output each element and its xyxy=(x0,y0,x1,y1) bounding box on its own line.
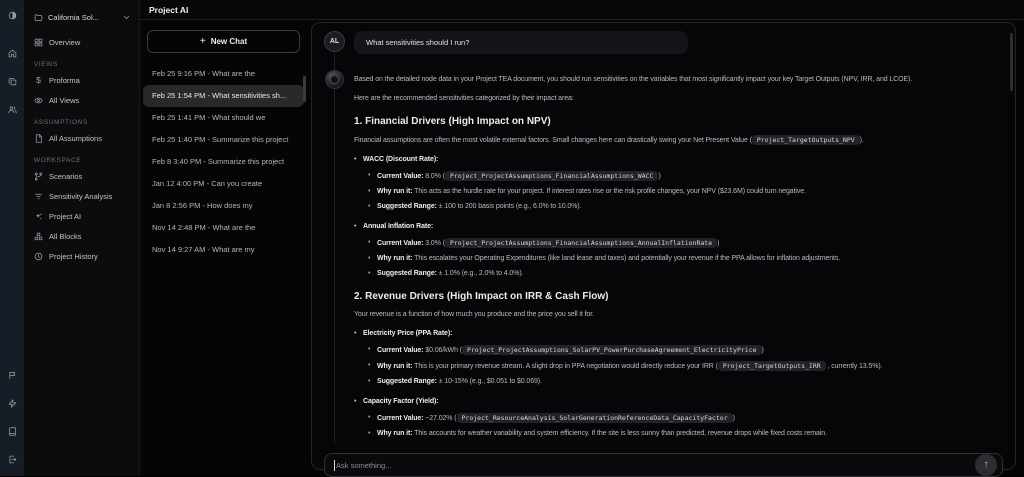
chat-history-item[interactable]: Feb 8 3:40 PM - Summarize this project xyxy=(152,157,285,166)
chat-list-scrollbar[interactable] xyxy=(303,76,306,102)
sidebar-item-label: All Blocks xyxy=(49,231,82,241)
rail-logo-button[interactable] xyxy=(5,8,19,22)
chat-panel xyxy=(311,22,1016,470)
paragraph xyxy=(354,133,1001,148)
sidebar-item-scenarios[interactable] xyxy=(34,166,131,186)
text-segment: This escalates your Operating Expenditures (like land lease and taxes) and potentially your revenue if the PPA allows for inflation adjustments. xyxy=(412,255,841,262)
grid-icon xyxy=(34,38,43,47)
sub-bullet-item xyxy=(368,185,1001,199)
bold-text: Current Value: xyxy=(377,415,424,422)
assistant-avatar xyxy=(325,70,344,89)
sub-bullet-item xyxy=(368,252,1001,266)
bold-text: Suggested Range: xyxy=(377,270,437,277)
rail-layers-button[interactable] xyxy=(5,74,19,88)
sidebar-item-all-blocks[interactable] xyxy=(34,226,131,246)
sub-bullet-item xyxy=(368,236,1001,251)
send-button[interactable] xyxy=(975,454,997,476)
text-segment: ) xyxy=(761,347,764,354)
code-chip: Project_ProjectAssumptions_FinancialAssumptions_AnnualInflationRate xyxy=(445,238,717,248)
bold-text: Why run it: xyxy=(377,430,413,437)
text-segment: ~27.02% ( xyxy=(423,415,457,422)
bold-text: Current Value: xyxy=(377,347,424,354)
flag-icon xyxy=(8,371,17,380)
content-area xyxy=(140,0,1024,476)
code-chip: Project_TargetOutputs_IRR xyxy=(718,361,826,371)
chat-history-item[interactable]: Jan 8 2:56 PM - How does my xyxy=(152,201,253,210)
chevron-down-icon xyxy=(122,13,131,22)
chat-history-item[interactable]: Feb 25 1:54 PM - What sensitivities sh... xyxy=(143,85,304,107)
new-chat-label: New Chat xyxy=(210,37,248,46)
new-chat-button[interactable] xyxy=(147,30,300,53)
rail-bottom-icons xyxy=(5,368,19,466)
bullet-list xyxy=(354,153,1001,281)
text-segment: ) xyxy=(717,240,720,247)
sidebar-section-label: VIEWS xyxy=(34,61,58,68)
bullet-list xyxy=(354,327,1001,441)
rail-book-button[interactable] xyxy=(5,424,19,438)
paragraph xyxy=(354,308,1001,322)
sidebar-item-proforma[interactable] xyxy=(34,70,131,90)
project-selector[interactable] xyxy=(34,8,131,26)
sub-bullet-item xyxy=(368,343,1001,358)
bullet-label: Capacity Factor (Yield): xyxy=(363,398,439,405)
rail-top-icons xyxy=(5,8,19,116)
text-segment: Here are the recommended sensitivities categorized by their impact area: xyxy=(354,95,574,102)
chat-history-panel xyxy=(140,20,307,476)
rail-logout-button[interactable] xyxy=(5,452,19,466)
bullet-item xyxy=(354,153,1001,214)
rail-zap-button[interactable] xyxy=(5,396,19,410)
user-message xyxy=(324,31,1001,54)
page-title: Project AI xyxy=(149,4,189,15)
message-input[interactable] xyxy=(335,461,975,470)
bullet-label: WACC (Discount Rate): xyxy=(363,156,439,163)
text-segment: Your revenue is a function of how much you produce and the price you sell it for. xyxy=(354,311,594,318)
sidebar-item-sensitivity-analysis[interactable] xyxy=(34,186,131,206)
text-segment: Financial assumptions are often the most volatile external factors. Small changes here can drastically swing your Net Present Value ( xyxy=(354,137,752,144)
chat-history-item[interactable]: Jan 12 4:00 PM - Can you create xyxy=(152,179,263,188)
dollar-icon: $ xyxy=(36,75,41,85)
bold-text: Why run it: xyxy=(377,363,413,370)
chat-history-item[interactable]: Feb 25 9:16 PM - What are the xyxy=(152,69,255,78)
bold-text: Current Value: xyxy=(377,173,424,180)
bold-text: Why run it: xyxy=(377,255,413,262)
bullet-item xyxy=(354,327,1001,389)
user-message-bubble: What sensitivities should I run? xyxy=(354,31,688,54)
sub-bullet-item xyxy=(368,169,1001,184)
sidebar-item-label: Project History xyxy=(49,251,98,261)
assistant-message xyxy=(324,70,1001,441)
sidebar-item-label: Project AI xyxy=(49,211,82,221)
layers-icon xyxy=(8,77,17,86)
user-avatar: AL xyxy=(324,31,345,52)
bullet-label: Electricity Price (PPA Rate): xyxy=(363,330,453,337)
section-heading: 1. Financial Drivers (High Impact on NPV) xyxy=(354,116,551,127)
text-segment: Based on the detailed node data in your Project TEA document, you should run sensitivities on the variables that most significantly impact your key Target Outputs (NPV, IRR, and LCOE). xyxy=(354,76,913,83)
sub-bullet-list xyxy=(368,169,1001,214)
rail-home-button[interactable] xyxy=(5,46,19,60)
text-segment: This is your primary revenue stream. A slight drop in PPA negotiation would directly reduce your IRR ( xyxy=(412,363,718,370)
book-icon xyxy=(8,427,17,436)
message-thread xyxy=(312,23,1015,447)
chat-history-item[interactable]: Nov 14 2:48 PM - What are the xyxy=(152,223,256,232)
sub-bullet-item xyxy=(368,359,1001,374)
text-segment: 3.0% ( xyxy=(423,240,445,247)
code-chip: Project_ProjectAssumptions_SolarPV_PowerPurchaseAgreement_ElectricityPrice xyxy=(462,345,762,355)
users-icon xyxy=(8,105,17,114)
text-segment: , currently 13.5%). xyxy=(825,363,883,370)
sub-bullet-item xyxy=(368,411,1001,426)
paragraph xyxy=(354,73,1001,87)
text-segment: $0.06/kWh ( xyxy=(423,347,462,354)
sidebar-section-label: ASSUMPTIONS xyxy=(34,119,88,126)
filter-icon xyxy=(34,192,43,201)
assistant-message-body xyxy=(354,70,1001,441)
blocks-icon xyxy=(34,232,43,241)
sub-bullet-list xyxy=(368,236,1001,281)
sidebar-item-project-ai[interactable] xyxy=(34,206,131,226)
project-selector-label: California Sol... xyxy=(48,12,99,22)
bullet-item xyxy=(354,395,1001,441)
sidebar-item-label: Overview xyxy=(49,37,81,47)
sidebar-item-all-assumptions[interactable] xyxy=(34,128,131,148)
bold-text: Suggested Range: xyxy=(377,203,437,210)
text-segment: ) xyxy=(732,415,735,422)
logo-icon xyxy=(8,11,17,20)
chat-history-item[interactable]: Feb 25 1:41 PM - What should we xyxy=(152,113,266,122)
sidebar xyxy=(24,0,140,476)
folder-icon xyxy=(34,13,43,22)
home-icon xyxy=(8,49,17,58)
text-segment: ). xyxy=(859,137,864,144)
rail-flag-button[interactable] xyxy=(5,368,19,382)
eye-icon xyxy=(34,96,43,105)
sidebar-item-label: All Assumptions xyxy=(49,133,102,143)
sub-bullet-item xyxy=(368,200,1001,214)
plus-icon: + xyxy=(199,35,206,47)
icon-rail xyxy=(0,0,24,476)
chat-history-item[interactable]: Nov 14 9:27 AM - What are my xyxy=(152,245,255,254)
text-segment: 8.0% ( xyxy=(423,173,445,180)
rail-users-button[interactable] xyxy=(5,102,19,116)
text-segment: ± 1.0% (e.g., 2.0% to 4.0%). xyxy=(436,270,524,277)
sub-bullet-item xyxy=(368,427,1001,441)
code-chip: Project_TargetOutputs_NPV xyxy=(752,135,860,145)
bold-text: Suggested Range: xyxy=(377,378,437,385)
chat-history-item[interactable]: Feb 25 1:40 PM - Summarize this project xyxy=(152,135,289,144)
sidebar-item-label: Scenarios xyxy=(49,171,83,181)
text-segment: This acts as the hurdle rate for your project. If interest rates rise or the risk profile changes, your NPV ($23.6M) could turn negative. xyxy=(412,188,806,195)
sidebar-nav xyxy=(34,32,131,266)
clock-icon xyxy=(34,252,43,261)
text-segment: ± 100 to 200 basis points (e.g., 6.0% to 10.0%). xyxy=(436,203,582,210)
sidebar-item-label: All Views xyxy=(49,95,80,105)
logout-icon xyxy=(8,455,17,464)
sub-bullet-list xyxy=(368,411,1001,441)
zap-icon xyxy=(8,399,17,408)
paragraph xyxy=(354,92,1001,106)
code-chip: Project_ResourceAnalysis_SolarGenerationReferenceData_CapacityFactor xyxy=(457,413,733,423)
content-body xyxy=(140,20,1024,476)
bullet-label: Annual Inflation Rate: xyxy=(363,223,434,230)
code-chip: Project_ProjectAssumptions_FinancialAssumptions_WACC xyxy=(445,171,659,181)
sidebar-item-label: Sensitivity Analysis xyxy=(49,191,113,201)
sidebar-item-label: Proforma xyxy=(49,75,80,85)
sidebar-item-all-views[interactable] xyxy=(34,90,131,110)
sub-bullet-item xyxy=(368,375,1001,389)
bold-text: Why run it: xyxy=(377,188,413,195)
branch-icon xyxy=(34,172,43,181)
sparkles-icon xyxy=(34,212,43,221)
text-segment: This accounts for weather variability and system efficiency. If the site is less sunny than predicted, revenue drops while fixed costs remain. xyxy=(412,430,827,437)
file-icon xyxy=(34,134,43,143)
page-header xyxy=(140,0,1024,20)
chat-history-list xyxy=(140,63,307,261)
bullet-item xyxy=(354,220,1001,281)
bold-text: Current Value: xyxy=(377,240,424,247)
sub-bullet-item xyxy=(368,267,1001,281)
sidebar-item-project-history[interactable] xyxy=(34,246,131,266)
section-heading: 2. Revenue Drivers (High Impact on IRR & Cash Flow) xyxy=(354,291,609,302)
text-segment: ± 10-15% (e.g., $0.051 to $0.069). xyxy=(436,378,542,385)
sub-bullet-list xyxy=(368,343,1001,389)
sidebar-item-overview[interactable] xyxy=(34,32,131,52)
sidebar-section-label: WORKSPACE xyxy=(34,157,82,164)
text-segment: ) xyxy=(658,173,661,180)
message-composer xyxy=(324,453,1003,477)
arrow-up-icon: ↑ xyxy=(983,459,989,470)
